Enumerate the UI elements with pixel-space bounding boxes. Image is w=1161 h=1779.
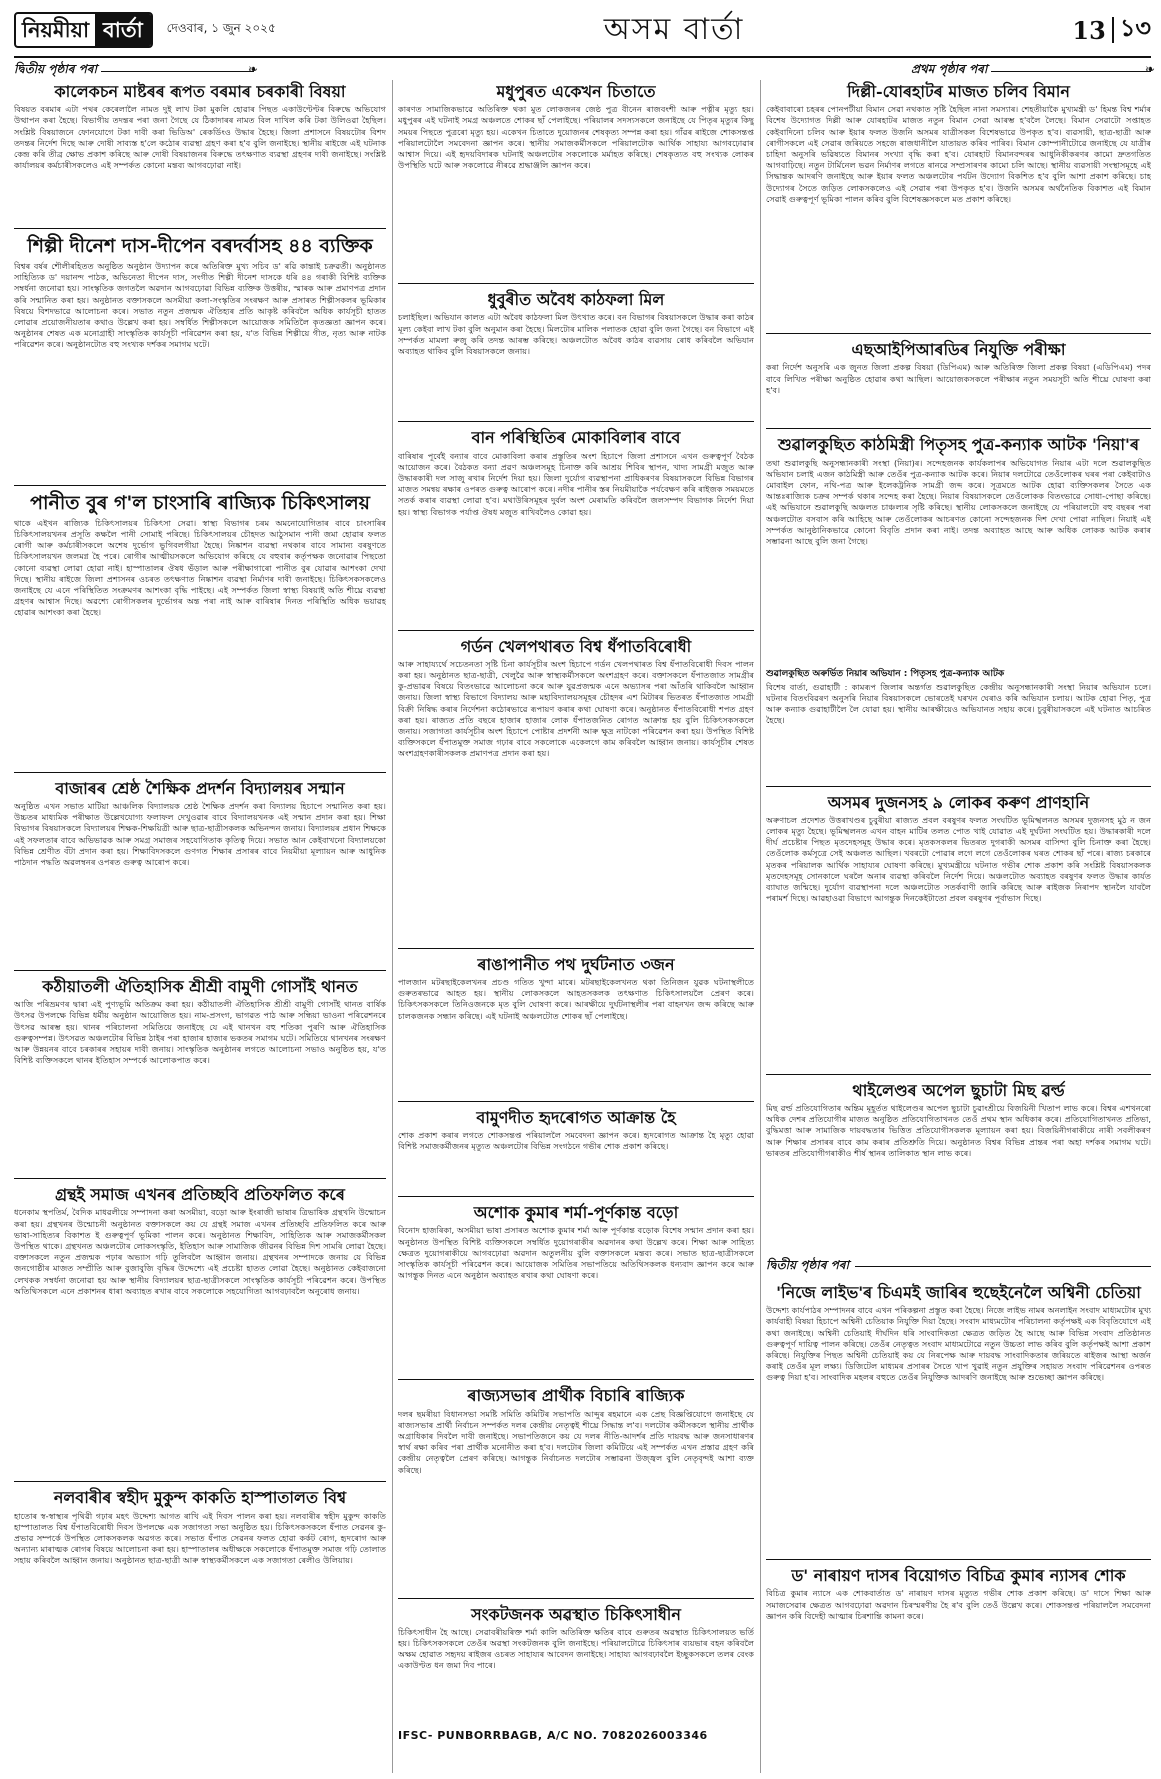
newspaper-logo	[14, 12, 153, 48]
article-body: বিশ্বৰ বৰ্ষৰ শৌলীৰহিতত অনুষ্ঠিত অনুষ্ঠান উদ্যাপন কৰে অতিৰিক্ত মুখ্য সচিব ড' ৰৱি কান্তাই চক্ৰৱৰ্তী। অনুষ্ঠানত সাহিত্যিক ড' দয়ানন্দ পাঠক, অভিনেতা দীপেন দাস, সংগীত শিল্পী দীনেশ দাসকে ধৰি ৪৪ গৰাকী বিশিষ্ট ব্যক্তিক সম্বৰ্ধনা জনোৱা হয়। সাংস্কৃতিক জগতলৈ অৱদান আগবঢ়োৱা বিভিন্ন ব্যক্তিক উত্তৰীয়, স্মাৰক আৰু প্ৰমাণপত্ৰ প্ৰদান কৰি সন্মানিত কৰা হয়। অনুষ্ঠানত বক্তাসকলে অসমীয়া কলা-সংস্কৃতিৰ সংৰক্ষণ আৰু প্ৰসাৰত শিল্পীসকলৰ ভূমিকাৰ বিষয়ে বিশদভাৱে আলোচনা কৰে। সভাত নতুন প্ৰজন্মক ঐতিহ্যৰ প্ৰতি আকৃষ্ট কৰিবলৈ অধিক কাৰ্যসূচী হাতত লোৱাৰ প্ৰয়োজনীয়তাৰ কথাও উল্লেখ কৰা হয়। সম্বৰ্ধিত শিল্পীসকলে আয়োজক সমিতিলৈ কৃতজ্ঞতা জ্ঞাপন কৰে। অনুষ্ঠানৰ শেষত এক মনোগ্ৰাহী সাংস্কৃতিক কাৰ্যসূচী পৰিৱেশন কৰা হয়, য'ত বিভিন্ন শিল্পীয়ে গীত, নৃত্য আৰু নাটক পৰিৱেশন কৰে। অনুষ্ঠানটোত বহু সংখ্যক দৰ্শকৰ সমাগম ঘটে।	[14, 260, 386, 350]
page-number-latin: 13	[1072, 15, 1106, 45]
article-grid	[14, 80, 1151, 1773]
headline: বামুণদীত হৃদৰোগত আক্ৰান্ত হৈ	[476, 1107, 676, 1127]
article	[14, 1486, 386, 1680]
article-body: আৰু সাহায্যৰ্থে সচেতনতা সৃষ্টি চিনা কাৰ্যসূচীৰ অংশ হিচাপে গৰ্ডন খেলপথাৰত বিশ্ব ধঁপাতবিৰোধী দিবস পালন কৰা হয়। অনুষ্ঠানত ছাত্ৰ-ছাত্ৰী, খেলুৱৈ আৰু স্বাস্থ্যকৰ্মীসকলে অংশগ্ৰহণ কৰে। বক্তাসকলে ধঁপাতজাত সামগ্ৰীৰ কু-প্ৰভাৱৰ বিষয়ে বিতংভাৱে আলোচনা কৰে আৰু যুৱপ্ৰজন্মক এনে অভ্যাসৰ পৰা আঁতৰি থাকিবলৈ আহ্বান জনায়। জিলা স্বাস্থ্য বিভাগে বিদ্যালয় আৰু মহাবিদ্যালয়সমূহৰ চৌহদৰ এশ মিটাৰৰ ভিতৰত ধঁপাতজাত সামগ্ৰী বিক্ৰী নিষিদ্ধ কৰাৰ নিৰ্দেশনা কঠোৰভাৱে ৰূপায়ণ কৰাৰ কথা ঘোষণা কৰে। অনুষ্ঠানত ধঁপাতবিৰোধী শপত গ্ৰহণ কৰা হয়। ৰাজ্যত প্ৰতি বছৰে হাজাৰ হাজাৰ লোক ধঁপাতজনিত ৰোগত আক্ৰান্ত হয় বুলি চিকিৎসকসকলে জনায়। সজাগতা কাৰ্যসূচীৰ অংশ হিচাপে পোষ্টাৰ প্ৰদৰ্শনী আৰু ক্ষুদ্ৰ নাটকো পৰিৱেশন কৰা হয়। উপস্থিত বিশিষ্ট ব্যক্তিসকলে ধঁপাতমুক্ত সমাজ গঢ়াৰ বাবে সকলোকে একেলগে কাম কৰিবলৈ আহ্বান জনায়। কাৰ্যসূচীৰ শেষত অংশগ্ৰহণকাৰীসকলক প্ৰমাণপত্ৰ প্ৰদান কৰা হয়।	[398, 658, 754, 759]
bank-account-line: IFSC- PUNBORRBAGB, A/C NO. 7082026003346	[398, 1728, 708, 1742]
divider	[14, 772, 386, 773]
article-body: বিনোদ হাজৰিকা, অসমীয়া ভাষা প্ৰসাৰত অশোক কুমাৰ শৰ্মা আৰু পূৰ্ণকান্ত বড়োক বিশেষ সন্মান প্ৰদান কৰা হয়। অনুষ্ঠানত উপস্থিত বিশিষ্ট ব্যক্তিসকলে সম্বৰ্ধিত দুয়োগৰাকীৰ অৱদানৰ কথা উল্লেখ কৰে। শিক্ষা আৰু সাহিত্য ক্ষেত্ৰত দুয়োগৰাকীয়ে আগবঢ়োৱা অৱদান অতুলনীয় বুলি বক্তাসকলে মন্তব্য কৰে। সভাত ছাত্ৰ-ছাত্ৰীসকলে সাংস্কৃতিক কাৰ্যসূচী পৰিৱেশন কৰে। আয়োজক সমিতিৰ সভাপতিয়ে অতিথিসকলক ধন্যবাদ জ্ঞাপন কৰে আৰু আগন্তুক দিনত এনে অনুষ্ঠান অব্যাহত ৰখাৰ কথা ঘোষণা কৰে।	[398, 1225, 754, 1281]
page-number-assamese: ১৩	[1119, 13, 1151, 42]
article	[766, 1564, 1151, 1658]
article	[766, 433, 1151, 781]
article	[14, 975, 386, 1174]
headline: অশোক কুমাৰ শৰ্মা-পূৰ্ণকান্ত বড়ো	[473, 1203, 679, 1223]
article-body: বিষয়ত বৰমাৰ এটা পথৰ কেৰেলালৈ নামত দুই লাখ টকা মুকলি হোৱাৰ পিছত একাউণ্টেণ্টৰ বিৰুদ্ধে অভিযোগ উত্থাপন কৰা হৈছে। বিভাগীয় তদন্তৰ পৰা জনা গৈছে যে ঠিকাদাৰৰ নামত বিল দাখিল কৰি টকা উলিওৱা হৈছিল। সংশ্লিষ্ট বিষয়াজনে ফোনযোগে টকা দাবী কৰা ভিডিঅ' ৰেকৰ্ডিংও উদ্ধাৰ হৈছে। জিলা প্ৰশাসনে বিষয়টোৰ বিশদ তদন্তৰ নিৰ্দেশ দিছে আৰু দোষী সাব্যস্ত হ'লে কঠোৰ ব্যৱস্থা গ্ৰহণ কৰা হ'ব বুলি জনাইছে। স্থানীয় ৰাইজে এই ঘটনাক কেন্দ্ৰ কৰি তীব্ৰ ক্ষোভ প্ৰকাশ কৰিছে আৰু দোষী বিষয়াজনৰ বিৰুদ্ধে তৎক্ষণাত ব্যৱস্থা গ্ৰহণৰ দাবী জনাইছে। সংশ্লিষ্ট কাৰ্যালয়ৰ কৰ্মচাৰীসকলেও এই সম্পৰ্কত কোনো মন্তব্য আগবঢ়োৱা নাই।	[14, 104, 386, 171]
divider	[14, 228, 386, 229]
issue-date: দেওবাৰ, ১ জুন ২০২৫	[166, 21, 276, 35]
article-body: থাকে এইখন ৰাজ্যিক চিকিৎসালয়ৰ চিকিৎসা সেৱা। স্বাস্থ্য বিভাগৰ চৰম অমনোযোগিতাৰ বাবে চাংসাৰিৰ চিকিৎসালয়খনৰ প্ৰসূতি কক্ষলৈ পানী সোমাই পৰিছে। চিকিৎসালয়ৰ চৌহদত আঠুসমান পানী জমা হোৱাৰ ফলত ৰোগী আৰু কৰ্মচাৰীসকলে অশেষ দুৰ্ভোগ ভুগিবলগীয়া হৈছে। নিষ্কাশন ব্যৱস্থা নথকাৰ বাবে সামান্য বৰষুণতে চিকিৎসালয়খন জলমগ্ন হৈ পৰে। ৰোগীৰ আত্মীয়সকলে অভিযোগ কৰিছে যে বহুবাৰ কৰ্তৃপক্ষক জনোৱাৰ পিছতো কোনো ব্যৱস্থা লোৱা হোৱা নাই। হাস্পাতালৰ ঔষধ ভঁড়াল আৰু পৰীক্ষাগাৰো পানীত বুৰ যোৱাৰ আশংকা দেখা দিছে। স্থানীয় ৰাইজে জিলা প্ৰশাসনৰ ওচৰত তৎক্ষণাত নিষ্কাশন ব্যৱস্থা নিৰ্মাণৰ দাবী জনাইছে। চিকিৎসকসকলেও জনাইছে যে এনে পৰিস্থিতিত সংক্ৰমণৰ আশংকা বৃদ্ধি পাইছে। এই সম্পৰ্কত জিলা স্বাস্থ্য বিষয়াই অতি শীঘ্ৰে ব্যৱস্থা গ্ৰহণৰ আশ্বাস দিছে। অৱশ্যে ৰোগীসকলৰ দুৰ্ভোগৰ অন্ত পৰা নাই আৰু বাৰিষাৰ দিনত পৰিস্থিতি অধিক ভয়াৱহ হোৱাৰ আশংকা কৰা হৈছে।	[14, 517, 386, 618]
article	[766, 791, 1151, 1070]
article-body: কাৰণত সামাজিকভাৱে অতিৰিক্ত থকা মুত লোকজনৰ জেষ্ঠ পুত্ৰ বীনেন ৰাজবংশী আৰু পত্নীৰ মৃত্যু হয়। মধুপুৰৰ এই ঘটনাই সমগ্ৰ অঞ্চলতে শোকৰ ছাঁ পেলাইছে। পৰিয়ালৰ সদস্যসকলে জনাইছে যে পিতৃৰ মৃত্যুৰ কিছু সময়ৰ পিছতে পুত্ৰৰো মৃত্যু হয়। একেখন চিতাতে দুয়োজনৰ শেষকৃত্য সম্পন্ন কৰা হয়। গাঁৱৰ ৰাইজে শোকসন্তপ্ত পৰিয়ালটোলৈ সমবেদনা জ্ঞাপন কৰে। স্থানীয় সমাজকৰ্মীসকলে পৰিয়ালটোক আৰ্থিক সাহায্য আগবঢ়োৱাৰ আশ্বাস দিয়ে। এই হৃদয়বিদাৰক ঘটনাই অঞ্চলটোৰ সকলোকে মৰ্মাহত কৰিছে। শেষকৃত্যত বহু সংখ্যক লোকৰ উপস্থিতি ঘটে আৰু সকলোৱে নীৰৱে শ্ৰদ্ধাঞ্জলি জ্ঞাপন কৰে।	[398, 104, 754, 171]
article	[398, 953, 754, 1097]
continued-label: দ্বিতীয় পৃষ্ঠাৰ পৰা	[766, 1257, 850, 1272]
continuation-row	[14, 61, 1151, 81]
continued-from-page-2	[766, 1257, 1151, 1277]
divider	[14, 485, 386, 486]
article-body: অনুষ্ঠিত এখন সভাত মাটিয়া আঞ্চলিক বিদ্যালয়ক শ্ৰেষ্ঠ শৈক্ষিক প্ৰদৰ্শন কৰা বিদ্যালয় হিচাপে সন্মানিত কৰা হয়। উচ্চতৰ মাধ্যমিক পৰীক্ষাত উল্লেখযোগ্য ফলাফল দেখুওৱাৰ বাবে বিদ্যালয়খনক এই সন্মান প্ৰদান কৰা হয়। শিক্ষা বিভাগৰ বিষয়াসকলে বিদ্যালয়ৰ শিক্ষক-শিক্ষয়িত্ৰী আৰু ছাত্ৰ-ছাত্ৰীসকলক অভিনন্দন জনায়। বিদ্যালয়ৰ প্ৰধান শিক্ষকে এই সফলতাৰ বাবে অভিভাৱক আৰু সমগ্ৰ সমাজৰ সহযোগিতাক কৃতিত্ব দিয়ে। সভাত আন কেইবাখনো বিদ্যালয়কো বিভিন্ন শ্ৰেণীত বঁটা প্ৰদান কৰা হয়। শিক্ষাবিদসকলে গুণগত শিক্ষাৰ প্ৰসাৰৰ বাবে নিয়মীয়া মূল্যায়ন আৰু আধুনিক পাঠদান পদ্ধতি অৱলম্বনৰ ওপৰত গুৰুত্ব আৰোপ কৰে।	[14, 800, 386, 867]
headline: এছআইপিআৰডিৰ নিযুক্তি পৰীক্ষা	[851, 340, 1066, 360]
article-body: চিকিৎসাধীন হৈ আছে। সেৱাবৰীয়ৰিক্ত শৰ্মা কালি অতিৰিক্ত ক্ষতিৰ বাবে গুৰুতৰ অৱস্থাত চিকিৎসালয়ত ভৰ্তি হয়। চিকিৎসকসকলে তেওঁৰ অৱস্থা সংকটজনক বুলি জনাইছে। পৰিয়ালটোৱে চিকিৎসাৰ ব্যয়ভাৰ বহন কৰিবলৈ অক্ষম হোৱাত সহৃদয় ৰাইজৰ ওচৰত সাহায্যৰ আবেদন জনাইছে। সাহায্য আগবঢ়াবলৈ ইচ্ছুকসকলে তলৰ বেংক একাউণ্টত ধন জমা দিব পাৰে।	[398, 1626, 754, 1671]
article-body: পালজান মটৰছাইকেলখনৰ প্ৰচণ্ড গতিত খুন্দা মাৰে। মটৰছাইকেলখনত থকা তিনিজন যুৱক ঘটনাস্থলীতে গুৰুতৰভাৱে আহত হয়। স্থানীয় লোকসকলে আহতসকলক তৎক্ষণাত চিকিৎসালয়লৈ প্ৰেৰণ কৰে। চিকিৎসকসকলে তিনিওজনকে মৃত বুলি ঘোষণা কৰে। আৰক্ষীয়ে দুৰ্ঘটনাস্থলীৰ পৰা বাহনখন জব্দ কৰিছে আৰু চালকজনক সন্ধান কৰিছে। এই ঘটনাই অঞ্চলটোত শোকৰ ছাঁ পেলাইছে।	[398, 976, 754, 1021]
headline: শুৱালকুছিত কাঠমিস্ত্ৰী পিতৃসহ পুত্ৰ-কন্যাক আটক 'নিয়া'ৰ	[778, 435, 1139, 455]
headline: বান পৰিস্থিতিৰ মোকাবিলাৰ বাবে	[471, 428, 681, 448]
divider	[398, 421, 754, 422]
article	[398, 1106, 754, 1192]
article-body: বিশেষ বাৰ্তা, গুৱাহাটী : কামৰূপ জিলাৰ অন্তৰ্গত শুৱালকুছিত কেন্দ্ৰীয় অনুসন্ধানকাৰী সংস্থা নিয়াৰ অভিযান চলে। ঘটনাৰ বিতংবিৱৰণ অনুসৰি নিয়াৰ বিষয়াসকলে ভোৰতেই ঘৰখন ঘেৰাও কৰি অভিযান চলায়। আটক হোৱা পিতৃ, পুত্ৰ আৰু কন্যাক গুৱাহাটীলৈ লৈ যোৱা হয়। স্থানীয় আৰক্ষীয়েও অভিযানত সহায় কৰে। চুবুৰীয়াসকলে এই ঘটনাত আচৰিত হৈছে।	[766, 681, 1151, 726]
continued-label: প্ৰথম পৃষ্ঠাৰ পৰা	[911, 62, 988, 76]
divider	[398, 1379, 754, 1380]
headline: কালেকচন মাষ্টৰৰ ৰূপত বৰমাৰ চৰকাৰী বিষয়া	[54, 82, 346, 101]
headline: সংকটজনক অৱস্থাত চিকিৎসাধীন	[471, 1604, 681, 1624]
article-body: কেইবাবাৰো চহৰৰ পোনপটীয়া বিমান সেৱা নথকাত সৃষ্টি হৈছিল নানা সমস্যাৰ। শেহতীয়াকৈ মুখ্যমন্ত্ৰী ড' হিমন্ত বিশ্ব শৰ্মাৰ বিশেষ উদ্যোগত দিল্লী আৰু যোৰহাটৰ মাজত নতুন বিমান সেৱা আৰম্ভ হ'বলৈ লৈছে। বিমান সেৱাটো সপ্তাহত কেইবাদিনো চলিব আৰু ইয়াৰ ফলত উজনি অসমৰ যাত্ৰীসকল বিশেষভাৱে উপকৃত হ'ব। ব্যৱসায়ী, ছাত্ৰ-ছাত্ৰী আৰু ৰোগীসকলে এই সেৱাৰ জৰিয়তে সহজে ৰাজধানীলৈ যাতায়ত কৰিব পাৰিব। বিমান কোম্পানীটোৱে জনাইছে যে যাত্ৰীৰ চাহিদা অনুসৰি ভৱিষ্যতে বিমানৰ সংখ্যা বৃদ্ধি কৰা হ'ব। যোৰহাট বিমানবন্দৰৰ আধুনিকীকৰণৰ কামো দ্ৰুতগতিত আগবাঢ়িছে। নতুন টাৰ্মিনেল ভৱন নিৰ্মাণৰ লগতে ৰানৱে সম্প্ৰসাৰণৰ কামো চলি আছে। স্থানীয় ব্যৱসায়ী সংস্থাসমূহে এই সিদ্ধান্তক আদৰণি জনাইছে আৰু ইয়াৰ ফলত অঞ্চলটোৰ পৰ্যটন উদ্যোগ বিকশিত হ'ব বুলি আশা প্ৰকাশ কৰিছে। চাহ উদ্যোগৰ সৈতে জড়িত লোকসকলেও এই সেৱাৰ পৰা উপকৃত হ'ব। উজনি অসমৰ অৰ্থনৈতিক বিকাশত এই বিমান সেৱাই গুৰুত্বপূৰ্ণ ভূমিকা পালন কৰিব বুলি বিশেষজ্ঞসকলে মত প্ৰকাশ কৰিছে।	[766, 104, 1151, 204]
headline: ৰাজ্যসভাৰ প্ৰাৰ্থীক বিচাৰি ৰাজ্যিক	[467, 1386, 685, 1406]
divider	[398, 948, 754, 949]
divider	[766, 1559, 1151, 1560]
article-body: চলাইছিল। অভিযান কালত এটা অবৈধ কাঠফলা মিল উৎখাত কৰে। বন বিভাগৰ বিষয়াসকলে উদ্ধাৰ কৰা কাঠৰ মূল্য কেইবা লাখ টকা বুলি অনুমান কৰা হৈছে। মিলটোৰ মালিক পলাতক হোৱা বুলি জনা গৈছে। বন বিভাগে এই সম্পৰ্কত মামলা ৰুজু কৰি তদন্ত আৰম্ভ কৰিছে। অঞ্চলটোত অবৈধ কাঠৰ ব্যৱসায় ৰোধ কৰিবলৈ অভিযান অব্যাহত থাকিব বুলি বিষয়াসকলে জনায়।	[398, 312, 754, 356]
headline: কঠীয়াতলী ঐতিহাসিক শ্ৰীশ্ৰী বামুণী গোসাঁই থানত	[42, 976, 358, 996]
headline: বাজাৰৰ শ্ৰেষ্ঠ শৈক্ষিক প্ৰদৰ্শন বিদ্যালয়ৰ সন্মান	[55, 778, 345, 798]
article-body: ধনেকাম স্থপতিৰ্ম, বৈদিক মাধৱলীয়ে সম্পাদনা কৰা অসমীয়া, বড়ো আৰু ইংৰাজী ভাষাৰ ত্ৰিভাষিক গ্ৰন্থখনি উন্মোচন কৰা হয়। গ্ৰন্থখনৰ উন্মোচনী অনুষ্ঠানত বক্তাসকলে কয় যে গ্ৰন্থই সমাজ এখনৰ প্ৰতিচ্ছবি প্ৰতিফলিত কৰে আৰু ভাষা-সাহিত্যৰ বিকাশত ই গুৰুত্বপূৰ্ণ ভূমিকা পালন কৰে। অনুষ্ঠানত শিক্ষাবিদ, সাহিত্যিক আৰু সমাজকৰ্মীসকল উপস্থিত থাকে। গ্ৰন্থখনত অঞ্চলটোৰ লোকসংস্কৃতি, ইতিহাস আৰু সামাজিক জীৱনৰ বিভিন্ন দিশ সামৰি লোৱা হৈছে। বক্তাসকলে নতুন প্ৰজন্মক পঢ়াৰ অভ্যাস গঢ়ি তুলিবলৈ আহ্বান জনায়। গ্ৰন্থখনৰ সম্পাদকে জনায় যে বিভিন্ন জনগোষ্ঠীৰ মাজত সম্প্ৰীতি আৰু বুজাবুজি বৃদ্ধিৰ উদ্দেশ্যে এই প্ৰচেষ্টা হাতত লোৱা হৈছে। অনুষ্ঠানত কেইবাজনো লেখকক সম্বৰ্ধনা জনোৱা হয় আৰু স্থানীয় বিদ্যালয়ৰ ছাত্ৰ-ছাত্ৰীসকলে সাংস্কৃতিক কাৰ্যসূচী পৰিৱেশন কৰে। উপস্থিত অতিথিসকলে এনে প্ৰকাশনৰ ধাৰা অব্যাহত ৰখাৰ বাবে সকলোকে সহযোগিতা আগবঢ়াবলৈ অনুৰোধ জনায়।	[14, 1207, 386, 1296]
continued-from-left	[14, 61, 254, 81]
masthead	[14, 8, 1151, 58]
scroll-ornament-icon	[101, 71, 254, 72]
column-1	[14, 80, 386, 1773]
divider	[14, 1481, 386, 1482]
article-body: অৰুণাচল প্ৰদেশত উত্তৰাখণ্ডৰ চুবুৰীয়া ৰাজ্যত প্ৰবল বৰষুণৰ ফলত সংঘটিত ভূমিস্খলনত অসমৰ দুজনসহ মুঠ ন জন লোকৰ মৃত্যু হৈছে। ভূমিস্খলনত এখন বাহন মাটিৰ তলত পোত খাই যোৱাত এই দুৰ্ঘটনা সংঘটিত হয়। উদ্ধাৰকাৰী দলে দীৰ্ঘ প্ৰচেষ্টাৰ পিছত মৃতদেহসমূহ উদ্ধাৰ কৰে। মৃতকসকলৰ ভিতৰত দুগৰাকী অসমৰ বাসিন্দা বুলি চিনাক্ত কৰা হৈছে। তেওঁলোক কৰ্মসূত্ৰে সেই অঞ্চলত আছিল। খবৰটো পোৱাৰ লগে লগে তেওঁলোকৰ ঘৰত শোকৰ ছাঁ পৰে। ৰাজ্য চৰকাৰে মৃতকৰ পৰিয়ালক আৰ্থিক সাহায্যৰ ঘোষণা কৰিছে। মুখ্যমন্ত্ৰীয়ে ঘটনাত গভীৰ শোক প্ৰকাশ কৰি সংশ্লিষ্ট বিষয়াসকলক মৃতদেহসমূহ সোনকালে ঘৰলৈ অনাৰ ব্যৱস্থা কৰিবলৈ নিৰ্দেশ দিয়ে। অঞ্চলটোত অব্যাহত বৰষুণৰ ফলত উদ্ধাৰ কাৰ্যত ব্যাঘাত জন্মিছে। দুৰ্যোগ ব্যৱস্থাপনা দলে অঞ্চলটোত সতৰ্কবাণী জাৰি কৰিছে আৰু ৰাইজক নিৰাপদ স্থানলৈ যাবলৈ পৰামৰ্শ দিছে। আৱহাওৱা বিভাগে আগন্তুক দিনকেইটাতো প্ৰবল বৰষুণৰ পূৰ্বাভাস দিছে।	[766, 814, 1151, 904]
divider	[398, 1196, 754, 1197]
column-divider	[392, 80, 393, 1773]
column-divider	[760, 80, 761, 1773]
divider	[398, 630, 754, 631]
article	[14, 80, 386, 224]
article	[766, 1079, 1151, 1253]
continued-from-right	[911, 61, 1151, 81]
divider	[766, 1074, 1151, 1075]
headline: 'নিজে লাইভ'ৰ চিএমই জাৰিৰ হুছেইনেলৈ অশ্বিনী চেতিয়া	[776, 1282, 1141, 1302]
article-body: বাৰিষাৰ পূৰ্বেই বন্যাৰ বাবে মোকাবিলা কৰাৰ প্ৰস্তুতিৰ অংশ হিচাপে জিলা প্ৰশাসনে এখন গুৰুত্বপূৰ্ণ বৈঠক আয়োজন কৰে। বৈঠকত বন্যা প্ৰৱণ অঞ্চলসমূহ চিনাক্ত কৰি আশ্ৰয় শিবিৰ স্থাপন, খাদ্য সামগ্ৰী মজুত আৰু উদ্ধাৰকাৰী দল সাজু ৰখাৰ নিৰ্দেশ দিয়া হয়। জিলা দুৰ্যোগ ব্যৱস্থাপনা প্ৰাধিকৰণৰ বিষয়াসকলে বিভিন্ন বিভাগৰ মাজত সমন্বয় ৰক্ষাৰ ওপৰত গুৰুত্ব আৰোপ কৰে। নদীৰ পানীৰ স্তৰ নিয়মীয়াকৈ পৰ্যবেক্ষণ কৰি ৰাইজক সময়মতে সতৰ্ক কৰাৰ ব্যৱস্থা লোৱা হ'ব। মথাউৰিসমূহৰ দুৰ্বল অংশ মেৰামতি কৰিবলৈ জলসম্পদ বিভাগক নিৰ্দেশ দিয়া হয়। স্বাস্থ্য বিভাগক পৰ্যাপ্ত ঔষধ মজুত ৰাখিবলৈও কোৱা হয়।	[398, 450, 754, 517]
article-body: বিচিত্ৰ কুমাৰ ন্যাসে এক শোকবাৰ্তাত ড' নাৰায়ণ দাসৰ মৃত্যুত গভীৰ শোক প্ৰকাশ কৰিছে। ড' দাসে শিক্ষা আৰু সমাজসেৱাৰ ক্ষেত্ৰত আগবঢ়োৱা অৱদান চিৰস্মৰণীয় হৈ ৰ'ব বুলি তেওঁ উল্লেখ কৰে। শোকসন্তপ্ত পৰিয়াললৈ সমবেদনা জ্ঞাপন কৰি বিদেহী আত্মাৰ চিৰশান্তি কামনা কৰে।	[766, 1588, 1151, 1621]
divider	[14, 1178, 386, 1179]
logo-word-2: বাৰ্তা	[95, 14, 151, 46]
divider	[766, 333, 1151, 334]
headline: নলবাৰীৰ স্বহীদ মুকুন্দ কাকতি হাস্পাতালত বিশ্ব	[53, 1488, 347, 1508]
headline: ড' নাৰায়ণ দাসৰ বিয়োগত বিচিত্ৰ কুমাৰ ন্যাসৰ শোক	[791, 1566, 1126, 1586]
article	[14, 777, 386, 966]
headline: মধুপুৰত একেখন চিতাতে	[496, 82, 656, 101]
article	[766, 80, 1151, 329]
divider	[14, 970, 386, 971]
headline: ৰাঙাপানীত পথ দুৰ্ঘটনাত ৩জন	[477, 954, 675, 974]
article	[398, 288, 754, 417]
divider	[766, 428, 1151, 429]
article	[14, 233, 386, 481]
headline: অসমৰ দুজনসহ ৯ লোকৰ কৰুণ প্ৰাণহানি	[827, 792, 1090, 812]
article-inlead: শুৱালকুছিত অৰুৰ্ভিত নিয়াৰ অভিযান : পিতৃসহ পুত্ৰ-কন্যাক আটক	[766, 668, 1005, 679]
article	[398, 426, 754, 625]
article	[766, 338, 1151, 424]
headline: থাইলেণ্ডৰ অপেল ছুচাটা মিছ ৱৰ্ল্ড	[852, 1080, 1065, 1100]
scroll-ornament-icon	[991, 71, 1151, 72]
headline: দিল্লী-যোৰহাটৰ মাজত চলিব বিমান	[847, 82, 1070, 101]
column-2	[398, 80, 754, 1773]
headline: গৰ্ডন খেলপথাৰত বিশ্ব ধঁপাতবিৰোধী	[460, 636, 692, 656]
continued-label: দ্বিতীয় পৃষ্ঠাৰ পৰা	[14, 62, 98, 76]
article-body: হাতোৰ স্ব-স্বাস্থ্যৰ পৃথিৱী গঢ়াৰ মহৎ উদ্দেশ্য আগত ৰাখি এই দিবস পালন কৰা হয়। নলবাৰীৰ স্বহীদ মুকুন্দ কাকতি হাস্পাতালত বিশ্ব ধঁপাতবিৰোধী দিবস উপলক্ষে এক সজাগতা সভা অনুষ্ঠিত হয়। চিকিৎসকসকলে ধঁপাত সেৱনৰ কু-প্ৰভাৱ সম্পৰ্কে উপস্থিত লোকসকলক অৱগত কৰে। সভাত ধঁপাত সেৱনৰ ফলত হোৱা কৰ্কট ৰোগ, হৃদৰোগ আৰু অন্যান্য মাৰাত্মক ৰোগৰ বিষয়ে আলোচনা কৰা হয়। হাস্পাতালৰ অধীক্ষকে সকলোকে ধঁপাতমুক্ত সমাজ গঢ়ি তোলাত সহায় কৰিবলৈ আহ্বান জনায়। অনুষ্ঠানত ছাত্ৰ-ছাত্ৰী আৰু স্বাস্থ্যকৰ্মীসকলে এক সজাগতা ৰেলীও উলিয়ায়।	[14, 1510, 386, 1566]
divider	[398, 1598, 754, 1599]
section-title: অসম বাৰ্তা	[603, 11, 745, 47]
divider	[398, 283, 754, 284]
article-body: আজি পৰিভ্ৰমণৰ দ্বাৰা এই পুণ্যভূমি অতিক্ৰম কৰা হয়। কঠীয়াতলী ঐতিহাসিক শ্ৰীশ্ৰী বামুণী গোসাঁই থানত বাৰ্ষিক উৎসৱ উপলক্ষে বিভিন্ন ধৰ্মীয় অনুষ্ঠান আয়োজিত হয়। নাম-প্ৰসংগ, ভাগৱত পাঠ আৰু সন্ধিয়া ভাওনা পৰিৱেশনৰে উৎসৱ আৰম্ভ হয়। থানৰ পৰিচালনা সমিতিয়ে জনাইছে যে এই থানখন বহু শতিকা পুৰণি আৰু ঐতিহাসিক গুৰুত্বসম্পন্ন। উৎসৱত অঞ্চলটোৰ বিভিন্ন ঠাইৰ পৰা হাজাৰ হাজাৰ ভকতৰ সমাগম ঘটে। সমিতিয়ে থানখনৰ সংৰক্ষণ আৰু উন্নয়নৰ বাবে চৰকাৰৰ সহায়ৰ দাবী জনায়। সাংস্কৃতিক অনুষ্ঠানৰ লগতে আলোচনা সভাও অনুষ্ঠিত হয়, য'ত বিশিষ্ট ব্যক্তিসকলে থানৰ ইতিহাস সম্পৰ্কে আলোকপাত কৰে।	[14, 999, 386, 1066]
article	[398, 80, 754, 279]
article-body: উদ্দেশ্য কাৰ্যপাঠৰ সম্পাদনৰ বাবে এখন পৰিকল্পনা প্ৰস্তুত কৰা হৈছে। নিজে লাইভ নামৰ অনলাইন সংবাদ মাধ্যমটোৰ মুখ্য কাৰ্যবাহী বিষয়া হিচাপে অশ্বিনী চেতিয়াক নিযুক্তি দিয়া হৈছে। সংবাদ মাধ্যমটোৰ পৰিচালনা কৰ্তৃপক্ষই এক বিবৃতিযোগে এই কথা জনাইছে। অশ্বিনী চেতিয়াই দীৰ্ঘদিন ধৰি সাংবাদিকতা ক্ষেত্ৰত জড়িত হৈ আছে আৰু বিভিন্ন সংবাদ প্ৰতিষ্ঠানত গুৰুত্বপূৰ্ণ দায়িত্ব পালন কৰিছে। তেওঁৰ নেতৃত্বত সংবাদ মাধ্যমটোৱে নতুন উচ্চতা লাভ কৰিব বুলি কৰ্তৃপক্ষই আশা প্ৰকাশ কৰিছে। নিযুক্তিৰ পিছত অশ্বিনী চেতিয়াই কয় যে নিৰপেক্ষ আৰু দায়বদ্ধ সাংবাদিকতাৰ জৰিয়তে ৰাইজৰ আস্থা অৰ্জন কৰাই তেওঁৰ মূল লক্ষ্য। ডিজিটেল মাধ্যমৰ প্ৰসাৰৰ সৈতে খাপ খুৱাই নতুন প্ৰযুক্তিৰ সহায়ত সংবাদ পৰিৱেশনৰ ওপৰত গুৰুত্ব দিয়া হ'ব। সাংবাদিক মহলৰ বহুতে তেওঁৰ নিযুক্তিক আদৰণি জনাইছে আৰু শুভেচ্ছা জ্ঞাপন কৰিছে।	[766, 1305, 1151, 1383]
article-body: কৰা নিৰ্দেশ অনুসৰি এক জুনত জিলা প্ৰকল্প বিষয়া (ডিপিএম) আৰু অতিৰিক্ত জিলা প্ৰকল্প বিষয়া (এডিপিএম) পদৰ বাবে লিখিত পৰীক্ষা অনুষ্ঠিত হোৱাৰ কথা আছিল। আয়োজকসকলে পৰীক্ষাৰ নতুন সময়সূচী অতি শীঘ্ৰে ঘোষণা কৰা হ'ব।	[766, 362, 1151, 395]
headline: পানীত বুৰ গ'ল চাংসাৰি ৰাজ্যিক চিকিৎসালয়	[30, 491, 370, 514]
article	[398, 1603, 754, 1742]
headline: ধুবুৰীত অবৈধ কাঠফলা মিল	[487, 290, 665, 310]
scroll-ornament-icon	[855, 1266, 1151, 1267]
headline: গ্ৰন্থই সমাজ এখনৰ প্ৰতিচ্ছবি প্ৰতিফলিত কৰে	[55, 1185, 345, 1205]
column-3	[766, 80, 1151, 1773]
article	[398, 635, 754, 944]
divider	[398, 1101, 754, 1102]
page-number	[1072, 10, 1151, 50]
article	[14, 1183, 386, 1477]
article-body: তথা শুৱালকুছি অনুসন্ধানকাৰী সংস্থা (নিয়া)ৰ। সন্দেহজনক কাৰ্যকলাপৰ অভিযোগত নিয়াৰ এটা দলে শুৱালকুছিত অভিযান চলাই এজন কাঠমিস্ত্ৰী আৰু তেওঁৰ পুত্ৰ-কন্যাক আটক কৰে। নিয়াৰ দলটোৱে তেওঁলোকৰ ঘৰৰ পৰা কেইবাটাও মোবাইল ফোন, নথি-পত্ৰ আৰু ইলেকট্ৰনিক সামগ্ৰী জব্দ কৰে। সূত্ৰমতে আটক হোৱা ব্যক্তিসকলৰ সৈতে এক আন্তঃৰাজ্যিক চক্ৰৰ সম্পৰ্ক থকাৰ সন্দেহ কৰা হৈছে। নিয়াৰ বিষয়াসকলে তেওঁলোকক বিতংভাৱে সোধা-পোছা কৰিছে। এই অভিযানে শুৱালকুছি অঞ্চলত চাঞ্চল্যৰ সৃষ্টি কৰিছে। স্থানীয় লোকসকলে জনাইছে যে পৰিয়ালটো বহু বছৰৰ পৰা অঞ্চলটোত বসবাস কৰি আহিছে আৰু তেওঁলোকৰ আচৰণত কোনো সন্দেহজনক দিশ দেখা পোৱা নাছিল। নিয়াই এই সম্পৰ্কত আনুষ্ঠানিকভাৱে কোনো বিবৃতি প্ৰদান কৰা নাই। তদন্ত অব্যাহত আছে আৰু অধিক লোকক আটক কৰাৰ সম্ভাৱনা আছে বুলি জনা গৈছে।	[766, 457, 1151, 546]
article-body: দলৰ ছমৰীয়া বিধানসভা সমষ্টি সমিতি কমিটিৰ সভাপতি আব্দুৰ ৰহমানে এক প্ৰেছ বিজ্ঞপ্তিযোগে জনাইছে যে ৰাজ্যসভাৰ প্ৰাৰ্থী নিৰ্বাচন সম্পৰ্কত দলৰ কেন্দ্ৰীয় নেতৃত্বই শীঘ্ৰে সিদ্ধান্ত ল'ব। দলটোৰ কৰ্মীসকলে স্থানীয় প্ৰাৰ্থীক অগ্ৰাধিকাৰ দিবলৈ দাবী জনাইছে। সভাপতিজনে কয় যে দলৰ নীতি-আদৰ্শৰ প্ৰতি দায়বদ্ধ আৰু জনসাধাৰণৰ স্বাৰ্থ ৰক্ষা কৰিব পৰা প্ৰাৰ্থীক মনোনীত কৰা হ'ব। দলটোৰ জিলা কমিটিয়ে এই সম্পৰ্কত এখন প্ৰস্তাৱ গ্ৰহণ কৰি কেন্দ্ৰীয় নেতৃত্বলৈ প্ৰেৰণ কৰিছে। আগন্তুক নিৰ্বাচনত দলটোৰ সম্ভাৱনা উজ্জ্বল বুলি নেতৃবৃন্দই আশা ব্যক্ত কৰিছে।	[398, 1408, 754, 1475]
page-number-divider	[1112, 17, 1114, 43]
article	[398, 1201, 754, 1375]
article	[766, 1281, 1151, 1555]
article	[14, 490, 386, 768]
logo-word-1: নিয়মীয়া	[22, 17, 90, 42]
article-body: শোক প্ৰকাশ কৰাৰ লগতে শোকসন্তপ্ত পৰিয়াললৈ সমবেদনা জ্ঞাপন কৰে। হৃদৰোগত আক্ৰান্ত হৈ মৃত্যু হোৱা বিশিষ্ট সমাজকৰ্মীজনৰ মৃত্যুত অঞ্চলটোৰ বিভিন্ন সংগঠনে গভীৰ শোক প্ৰকাশ কৰিছে।	[398, 1130, 754, 1152]
article	[398, 1384, 754, 1593]
article-body: মিছ ৱৰ্ল্ড প্ৰতিযোগিতাৰ অন্তিম মূহূৰ্তত থাইলেণ্ডৰ অপেল ছুচাটা চুৱাংশ্ৰীয়ে বিজয়িনী খিতাপ লাভ কৰে। বিশ্বৰ এশখনৰো অধিক দেশৰ প্ৰতিযোগীৰ মাজত অনুষ্ঠিত প্ৰতিযোগিতাখনত তেওঁ প্ৰথম স্থান অধিকাৰ কৰে। প্ৰতিযোগিতাখনত প্ৰতিভা, বুদ্ধিমত্তা আৰু সামাজিক দায়বদ্ধতাৰ ভিত্তিত প্ৰতিযোগীসকলক মূল্যায়ন কৰা হয়। বিজয়িনীগৰাকীয়ে নাৰী সবলীকৰণ আৰু শিক্ষাৰ প্ৰসাৰৰ বাবে কাম কৰাৰ প্ৰতিশ্ৰুতি দিয়ে। অনুষ্ঠানত বিশ্বৰ বিভিন্ন প্ৰান্তৰ পৰা অহা দৰ্শকৰ সমাগম ঘটে। ভাৰতৰ প্ৰতিযোগীগৰাকীও শীৰ্ষ স্থানৰ তালিকাত স্থান লাভ কৰে।	[766, 1102, 1151, 1158]
headline: শিল্পী দীনেশ দাস-দীপেন বৰদৰ্বাসহ ৪৪ ব্যক্তিক	[27, 235, 373, 258]
divider	[766, 786, 1151, 787]
